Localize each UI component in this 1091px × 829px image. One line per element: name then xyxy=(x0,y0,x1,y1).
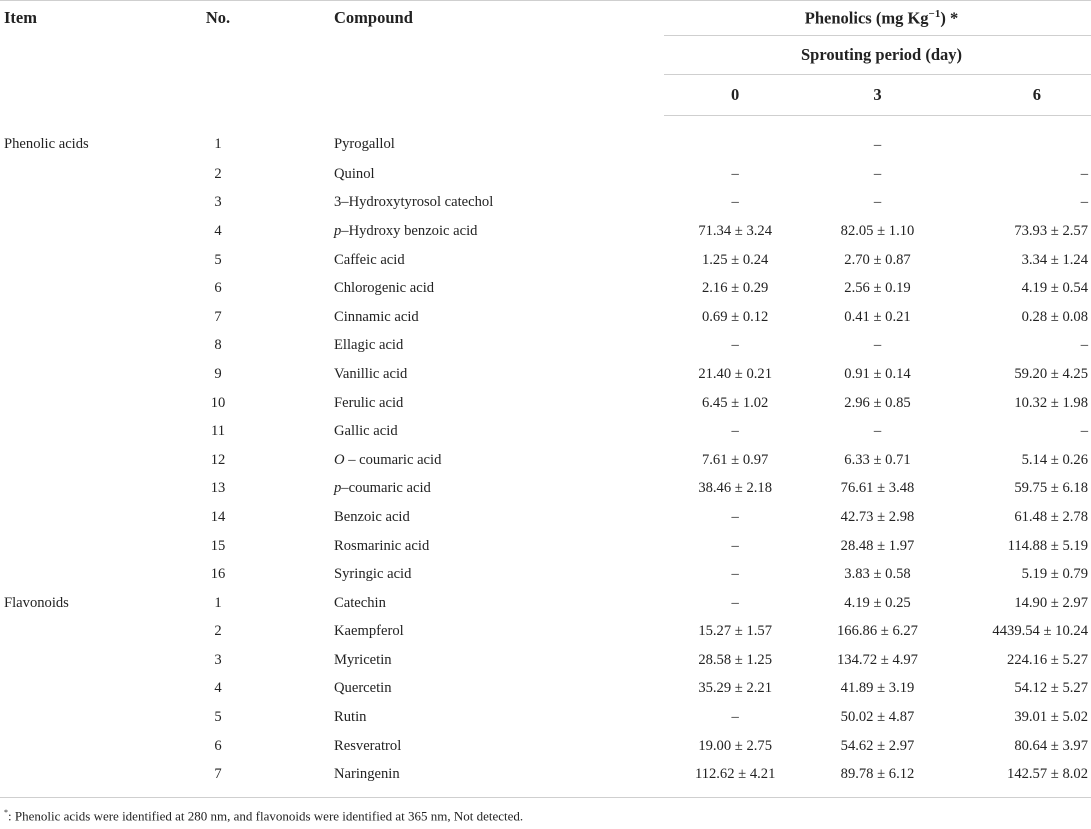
cell-compound xyxy=(274,532,664,561)
table-body xyxy=(0,116,1091,798)
cell-compound xyxy=(274,246,664,275)
cell-day-6: – xyxy=(1080,165,1088,182)
cell-no: 3 xyxy=(214,194,222,211)
cell-day-6: 54.12 ± 5.27 xyxy=(1014,680,1088,697)
cell-compound xyxy=(274,274,664,303)
cell-no: 1 xyxy=(214,594,222,611)
cell-compound xyxy=(274,646,664,675)
cell-day-0: 38.46 ± 2.18 xyxy=(698,480,772,497)
cell-day-3: 82.05 ± 1.10 xyxy=(840,222,915,239)
cell-day-0 xyxy=(664,116,806,161)
cell-day-6 xyxy=(949,116,1091,161)
compound-name: Naringenin xyxy=(334,766,400,783)
cell-item xyxy=(0,217,162,246)
cell-item xyxy=(0,646,162,675)
table-row xyxy=(0,360,1091,389)
cell-day-0: 6.45 ± 1.02 xyxy=(701,394,769,411)
cell-day-6: 5.19 ± 0.79 xyxy=(1021,566,1088,583)
cell-day-0: 19.00 ± 2.75 xyxy=(698,737,772,754)
compound-name: Resveratrol xyxy=(334,737,402,754)
cell-day-0: 71.34 ± 3.24 xyxy=(698,222,772,239)
cell-item xyxy=(0,703,162,732)
cell-day-6: 5.14 ± 0.26 xyxy=(1021,451,1088,468)
cell-item xyxy=(0,274,162,303)
cell-item xyxy=(0,446,162,475)
compound-name: 3–Hydroxytyrosol catechol xyxy=(334,194,494,211)
cell-day-3: 0.91 ± 0.14 xyxy=(844,365,911,382)
cell-day-6: 3.34 ± 1.24 xyxy=(1021,251,1088,268)
phenolics-unit-exponent: −1 xyxy=(928,7,941,20)
cell-day-0: – xyxy=(731,165,739,182)
cell-item xyxy=(0,389,162,418)
cell-no: 8 xyxy=(214,337,222,354)
cell-day-3: 3.83 ± 0.58 xyxy=(844,566,911,583)
cell-day-0: 28.58 ± 1.25 xyxy=(698,651,772,668)
table-row xyxy=(0,303,1091,332)
cell-compound xyxy=(274,116,664,161)
cell-compound xyxy=(274,217,664,246)
table-row xyxy=(0,116,1091,161)
cell-day-3: – xyxy=(873,136,882,153)
cell-day-6: 61.48 ± 2.78 xyxy=(1014,508,1088,525)
cell-day-0: – xyxy=(731,337,739,354)
cell-no: 16 xyxy=(210,566,226,583)
cell-item xyxy=(0,503,162,532)
cell-day-6: 4439.54 ± 10.24 xyxy=(992,623,1088,640)
cell-compound xyxy=(274,160,664,189)
cell-day-3: 0.41 ± 0.21 xyxy=(844,308,911,325)
cell-day-6: 224.16 ± 5.27 xyxy=(1007,651,1088,668)
compound-name: Ellagic acid xyxy=(334,337,404,354)
cell-no: 12 xyxy=(210,451,226,468)
header-day-6: 6 xyxy=(949,75,1091,116)
cell-day-0: – xyxy=(731,566,739,583)
cell-day-3: 28.48 ± 1.97 xyxy=(840,537,915,554)
table-row xyxy=(0,417,1091,446)
cell-no: 5 xyxy=(214,709,222,726)
cell-no: 2 xyxy=(214,165,222,182)
cell-compound xyxy=(274,360,664,389)
cell-compound xyxy=(274,189,664,218)
cell-day-3: 89.78 ± 6.12 xyxy=(806,760,948,797)
table-row xyxy=(0,675,1091,704)
cell-day-0: 1.25 ± 0.24 xyxy=(701,251,769,268)
cell-day-3: 2.96 ± 0.85 xyxy=(844,394,911,411)
cell-no: 15 xyxy=(210,537,226,554)
footnote xyxy=(4,808,523,824)
cell-day-6: 59.20 ± 4.25 xyxy=(1014,365,1088,382)
compound-name: Vanillic acid xyxy=(334,365,408,382)
cell-item xyxy=(0,189,162,218)
compound-name: Kaempferol xyxy=(334,623,404,640)
compound-name: Gallic acid xyxy=(334,423,398,440)
cell-no: 6 xyxy=(214,280,222,297)
cell-item xyxy=(0,618,162,647)
compound-name: – coumaric acid xyxy=(344,451,442,468)
table-row xyxy=(0,760,1091,797)
cell-compound xyxy=(274,589,664,618)
cell-compound xyxy=(274,417,664,446)
header-day-3: 3 xyxy=(806,75,948,116)
cell-item xyxy=(0,475,162,504)
table-row xyxy=(0,332,1091,361)
cell-day-0: 15.27 ± 1.57 xyxy=(698,623,772,640)
table-row xyxy=(0,246,1091,275)
cell-item xyxy=(0,675,162,704)
table-row xyxy=(0,532,1091,561)
compound-name: Syringic acid xyxy=(334,566,412,583)
cell-day-0: – xyxy=(731,709,739,726)
table-row xyxy=(0,589,1091,618)
cell-no: 2 xyxy=(214,623,222,640)
compound-name: –coumaric acid xyxy=(341,480,431,497)
compound-name: Myricetin xyxy=(334,651,392,668)
cell-no: 4 xyxy=(214,680,222,697)
cell-compound xyxy=(274,732,664,761)
cell-day-6: 59.75 ± 6.18 xyxy=(1014,480,1088,497)
cell-day-6: 10.32 ± 1.98 xyxy=(1014,394,1088,411)
cell-day-3: 41.89 ± 3.19 xyxy=(840,680,915,697)
table-row xyxy=(0,475,1091,504)
cell-day-3: 42.73 ± 2.98 xyxy=(840,508,915,525)
table-row xyxy=(0,389,1091,418)
footnote-marker: * xyxy=(4,808,8,817)
cell-day-3: 6.33 ± 0.71 xyxy=(844,451,911,468)
cell-day-3: 2.56 ± 0.19 xyxy=(844,280,911,297)
cell-day-0: 7.61 ± 0.97 xyxy=(701,451,769,468)
header-sprouting-period: Sprouting period (day) xyxy=(664,36,1091,75)
header-item: Item xyxy=(4,8,37,27)
cell-day-3: 166.86 ± 6.27 xyxy=(837,623,918,640)
cell-day-0: 0.69 ± 0.12 xyxy=(701,308,769,325)
cell-no: 14 xyxy=(210,508,226,525)
cell-compound xyxy=(274,303,664,332)
cell-day-6: 14.90 ± 2.97 xyxy=(1014,594,1088,611)
cell-no: 11 xyxy=(210,423,226,440)
table-row xyxy=(0,274,1091,303)
cell-compound xyxy=(274,560,664,589)
cell-compound xyxy=(274,703,664,732)
cell-day-3: 134.72 ± 4.97 xyxy=(837,651,918,668)
cell-no: 3 xyxy=(214,651,222,668)
cell-day-3: 76.61 ± 3.48 xyxy=(840,480,915,497)
header-no: No. xyxy=(205,8,231,27)
cell-item: Flavonoids xyxy=(4,594,69,611)
header-day-0: 0 xyxy=(664,75,806,116)
cell-day-6: 114.88 ± 5.19 xyxy=(1007,537,1088,554)
cell-no: 7 xyxy=(162,760,274,797)
cell-compound xyxy=(274,389,664,418)
cell-item xyxy=(0,417,162,446)
cell-compound xyxy=(274,475,664,504)
compound-name: Quercetin xyxy=(334,680,392,697)
cell-day-3: – xyxy=(873,165,882,182)
compound-prefix: p xyxy=(334,480,342,497)
cell-day-3: 54.62 ± 2.97 xyxy=(840,737,915,754)
phenolics-tail: ) * xyxy=(940,8,959,28)
table-row xyxy=(0,703,1091,732)
cell-day-0: – xyxy=(731,537,739,554)
cell-compound xyxy=(274,675,664,704)
compound-name: Catechin xyxy=(334,594,386,611)
cell-compound xyxy=(274,618,664,647)
cell-day-6: – xyxy=(1080,423,1088,440)
cell-day-0: – xyxy=(731,594,739,611)
cell-day-0: 35.29 ± 2.21 xyxy=(698,680,772,697)
cell-day-3: 50.02 ± 4.87 xyxy=(840,709,915,726)
cell-day-6: 73.93 ± 2.57 xyxy=(1014,222,1088,239)
cell-day-6: – xyxy=(1080,337,1088,354)
compound-name: Caffeic acid xyxy=(334,251,405,268)
cell-day-0: – xyxy=(731,423,739,440)
footnote-text: : Phenolic acids were identified at 280 nm, and flavonoids were identified at 365 nm, Not detected. xyxy=(8,808,524,824)
compound-name: Rosmarinic acid xyxy=(334,537,430,554)
compound-name: Quinol xyxy=(334,165,375,182)
table-row xyxy=(0,189,1091,218)
cell-item xyxy=(0,360,162,389)
cell-day-3: – xyxy=(873,337,882,354)
cell-day-6: – xyxy=(1080,194,1088,211)
header-row-1 xyxy=(0,1,1091,36)
cell-compound xyxy=(274,332,664,361)
cell-no: 5 xyxy=(214,251,222,268)
compound-name: Chlorogenic acid xyxy=(334,280,435,297)
table-row xyxy=(0,618,1091,647)
cell-item xyxy=(0,303,162,332)
cell-day-0: 112.62 ± 4.21 xyxy=(664,760,806,797)
header-phenolics xyxy=(664,1,1091,36)
cell-day-0: – xyxy=(731,508,739,525)
cell-day-0: 2.16 ± 0.29 xyxy=(701,280,769,297)
header-compound: Compound xyxy=(334,8,413,27)
cell-item xyxy=(0,246,162,275)
cell-day-3: – xyxy=(873,423,882,440)
phenolics-label: Phenolics (mg Kg xyxy=(804,8,929,28)
table-row xyxy=(0,646,1091,675)
cell-day-3: 4.19 ± 0.25 xyxy=(844,594,911,611)
cell-compound xyxy=(274,760,664,797)
compound-prefix: p xyxy=(334,222,342,239)
cell-compound xyxy=(274,446,664,475)
cell-day-3: – xyxy=(873,194,882,211)
compound-name: Pyrogallol xyxy=(334,136,395,153)
table-row xyxy=(0,160,1091,189)
cell-item xyxy=(0,332,162,361)
compound-name: Rutin xyxy=(334,709,367,726)
table-row xyxy=(0,446,1091,475)
cell-no: 6 xyxy=(214,737,222,754)
compound-prefix: O xyxy=(334,451,345,468)
cell-item xyxy=(0,160,162,189)
table-row xyxy=(0,560,1091,589)
cell-item: Phenolic acids xyxy=(4,136,89,153)
table-row xyxy=(0,217,1091,246)
compound-name: –Hydroxy benzoic acid xyxy=(341,222,478,239)
cell-item xyxy=(0,560,162,589)
cell-no: 9 xyxy=(214,365,222,382)
cell-item xyxy=(0,732,162,761)
cell-no: 4 xyxy=(214,222,222,239)
cell-day-6: 0.28 ± 0.08 xyxy=(1021,308,1088,325)
compound-name: Ferulic acid xyxy=(334,394,404,411)
compound-name: Benzoic acid xyxy=(334,508,410,525)
cell-day-6: 142.57 ± 8.02 xyxy=(949,760,1091,797)
cell-compound xyxy=(274,503,664,532)
cell-item xyxy=(0,532,162,561)
cell-no: 10 xyxy=(210,394,226,411)
cell-day-6: 39.01 ± 5.02 xyxy=(1014,709,1088,726)
cell-day-0: 21.40 ± 0.21 xyxy=(698,365,772,382)
cell-item xyxy=(0,760,162,797)
cell-day-0: – xyxy=(731,194,739,211)
cell-day-3: 2.70 ± 0.87 xyxy=(844,251,911,268)
table-row xyxy=(0,732,1091,761)
cell-no: 13 xyxy=(210,480,226,497)
cell-day-6: 4.19 ± 0.54 xyxy=(1021,280,1088,297)
table-row xyxy=(0,503,1091,532)
cell-day-6: 80.64 ± 3.97 xyxy=(1014,737,1088,754)
cell-no: 7 xyxy=(214,308,222,325)
cell-no: 1 xyxy=(214,136,222,153)
compound-name: Cinnamic acid xyxy=(334,308,419,325)
